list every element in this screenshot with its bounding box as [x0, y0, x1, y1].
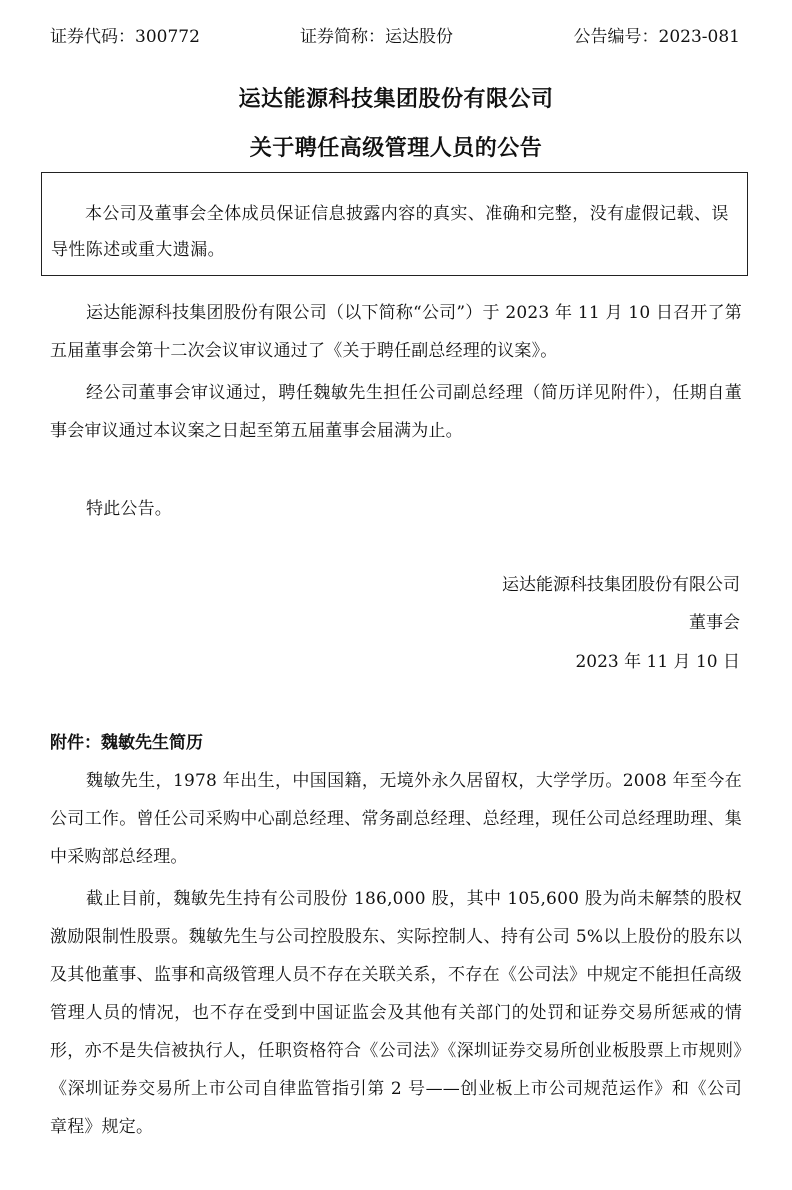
document-header — [50, 22, 740, 50]
body-paragraph-1: 运达能源科技集团股份有限公司（以下简称“公司”）于 2023 年 11 月 10 日召开了第五届董事会第十二次会议审议通过了《关于聘任副总经理的议案》。 — [50, 303, 742, 361]
signature-company: 运达能源科技集团股份有限公司 — [502, 575, 740, 595]
signature-date: 2023 年 11 月 10 日 — [575, 652, 740, 672]
stock-code: 证券代码：300772 — [50, 27, 200, 47]
disclaimer-text: 本公司及董事会全体成员保证信息披露内容的真实、准确和完整，没有虚假记载、误导性陈述或重大遗漏。 — [51, 204, 729, 260]
company-title: 运达能源科技集团股份有限公司 — [238, 87, 554, 112]
signature-board: 董事会 — [689, 613, 740, 633]
appendix-title: 附件：魏敏先生简历 — [50, 733, 203, 753]
stock-abbreviation: 证券简称：运达股份 — [300, 27, 453, 47]
announcement-number: 公告编号：2023-081 — [573, 27, 740, 47]
appendix-paragraph-2: 截止目前，魏敏先生持有公司股份 186,000 股，其中 105,600 股为尚未解禁的股权激励限制性股票。魏敏先生与公司控股股东、实际控制人、持有公司 5%以上股份的股东以及其他董事、监事和高级管理人员不存在关联关系，不存在《公司法》中规定不能担任高级管理人员的情况，也不存在受到中国证监会及其他有关部门的处罚和证券交易所惩戒的情形，亦不是失信被执行人，任职资格符合《公司法》《深圳证券交易所创业板股票上市规则》《深圳证券交易所上市公司自律监管指引第 2 号——创业板上市公司规范运作》和《公司章程》规定。 — [50, 889, 742, 1137]
appendix-paragraph-1: 魏敏先生，1978 年出生，中国国籍，无境外永久居留权，大学学历。2008 年至今在公司工作。曾任公司采购中心副总经理、常务副总经理、总经理，现任公司总经理助理、集中采购部总经理。 — [50, 771, 742, 867]
closing-statement: 特此公告。 — [86, 499, 172, 519]
disclaimer-box — [41, 172, 748, 276]
announcement-title: 关于聘任高级管理人员的公告 — [249, 136, 543, 161]
body-paragraph-2: 经公司董事会审议通过，聘任魏敏先生担任公司副总经理（简历详见附件），任期自董事会审议通过本议案之日起至第五届董事会届满为止。 — [50, 383, 742, 441]
